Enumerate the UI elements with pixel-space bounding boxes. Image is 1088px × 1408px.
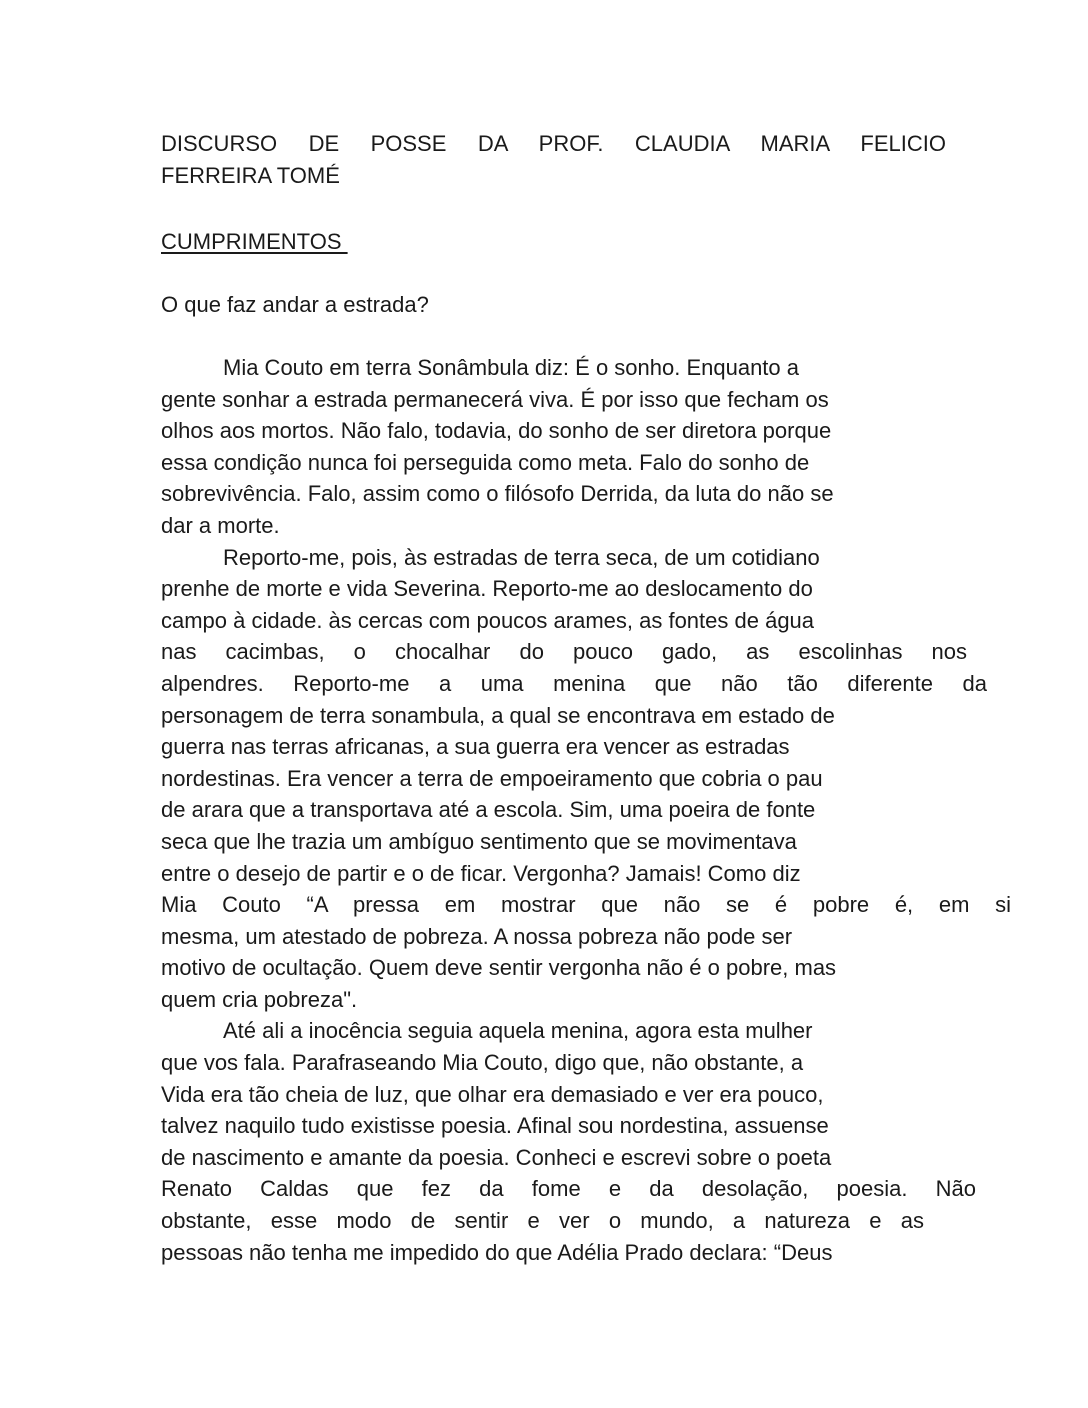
text-line: Mia Couto em terra Sonâmbula diz: É o sonho. Enquanto a	[223, 355, 800, 380]
text-line: Reporto-me, pois, às estradas de terra seca, de um cotidiano	[223, 544, 820, 570]
text-line: olhos aos mortos. Não falo, todavia, do sonho de ser diretora porque	[161, 418, 832, 444]
text-line: essa condição nunca foi perseguida como meta. Falo do sonho de	[161, 449, 810, 475]
text-line: prenhe de morte e vida Severina. Reporto-me ao deslocamento do	[161, 576, 813, 602]
text-line: alpendres. Reporto-me a uma menina que não tão diferente da	[161, 670, 987, 696]
document-title	[161, 128, 946, 192]
opening-question: O que faz andar a estrada?	[161, 292, 429, 317]
text-line: talvez naquilo tudo existisse poesia. Afinal sou nordestina, assuense	[161, 1113, 829, 1139]
text-line: entre o desejo de partir e o de ficar. Vergonha? Jamais! Como diz	[161, 860, 801, 886]
text-line: quem cria pobreza".	[161, 986, 358, 1012]
text-line: personagem de terra sonambula, a qual se encontrava em estado de	[161, 702, 835, 728]
text-line: campo à cidade. às cercas com poucos arames, as fontes de água	[161, 607, 815, 633]
text-line: seca que lhe trazia um ambíguo sentimento que se movimentava	[161, 828, 797, 854]
title-line: DISCURSO DE POSSE DA PROF. CLAUDIA MARIA FELICIO	[161, 131, 946, 156]
text-line: que vos fala. Parafraseando Mia Couto, digo que, não obstante, a	[161, 1050, 804, 1076]
text-line: Até ali a inocência seguia aquela menina, agora esta mulher	[223, 1018, 813, 1044]
text-line: Vida era tão cheia de luz, que olhar era demasiado e ver era pouco,	[161, 1081, 824, 1107]
text-line: nas cacimbas, o chocalhar do pouco gado, as escolinhas nos	[161, 639, 967, 665]
text-line: obstante, esse modo de sentir e ver o mundo, a natureza e as	[161, 1208, 924, 1234]
text-line: dar a morte.	[161, 512, 280, 538]
text-line: motivo de ocultação. Quem deve sentir vergonha não é o pobre, mas	[161, 955, 837, 981]
section-heading: CUMPRIMENTOS	[161, 229, 348, 254]
text-line: mesma, um atestado de pobreza. A nossa pobreza não pode ser	[161, 923, 793, 949]
text-line: Mia Couto “A pressa em mostrar que não se é pobre é, em si	[161, 892, 1011, 918]
text-line: de arara que a transportava até a escola. Sim, uma poeira de fonte	[161, 797, 816, 823]
text-line: pessoas não tenha me impedido do que Adélia Prado declara: “Deus	[161, 1239, 833, 1265]
text-line: sobrevivência. Falo, assim como o filósofo Derrida, da luta do não se	[161, 481, 834, 507]
text-line: gente sonhar a estrada permanecerá viva. É por isso que fecham os	[161, 386, 829, 412]
body-text	[161, 352, 1011, 1268]
text-line: guerra nas terras africanas, a sua guerra era vencer as estradas	[161, 734, 790, 760]
text-line: de nascimento e amante da poesia. Conheci e escrevi sobre o poeta	[161, 1144, 832, 1170]
title-line: FERREIRA TOMÉ	[161, 163, 340, 188]
text-line: Renato Caldas que fez da fome e da desolação, poesia. Não	[161, 1176, 976, 1202]
text-line: nordestinas. Era vencer a terra de empoeiramento que cobria o pau	[161, 765, 823, 791]
